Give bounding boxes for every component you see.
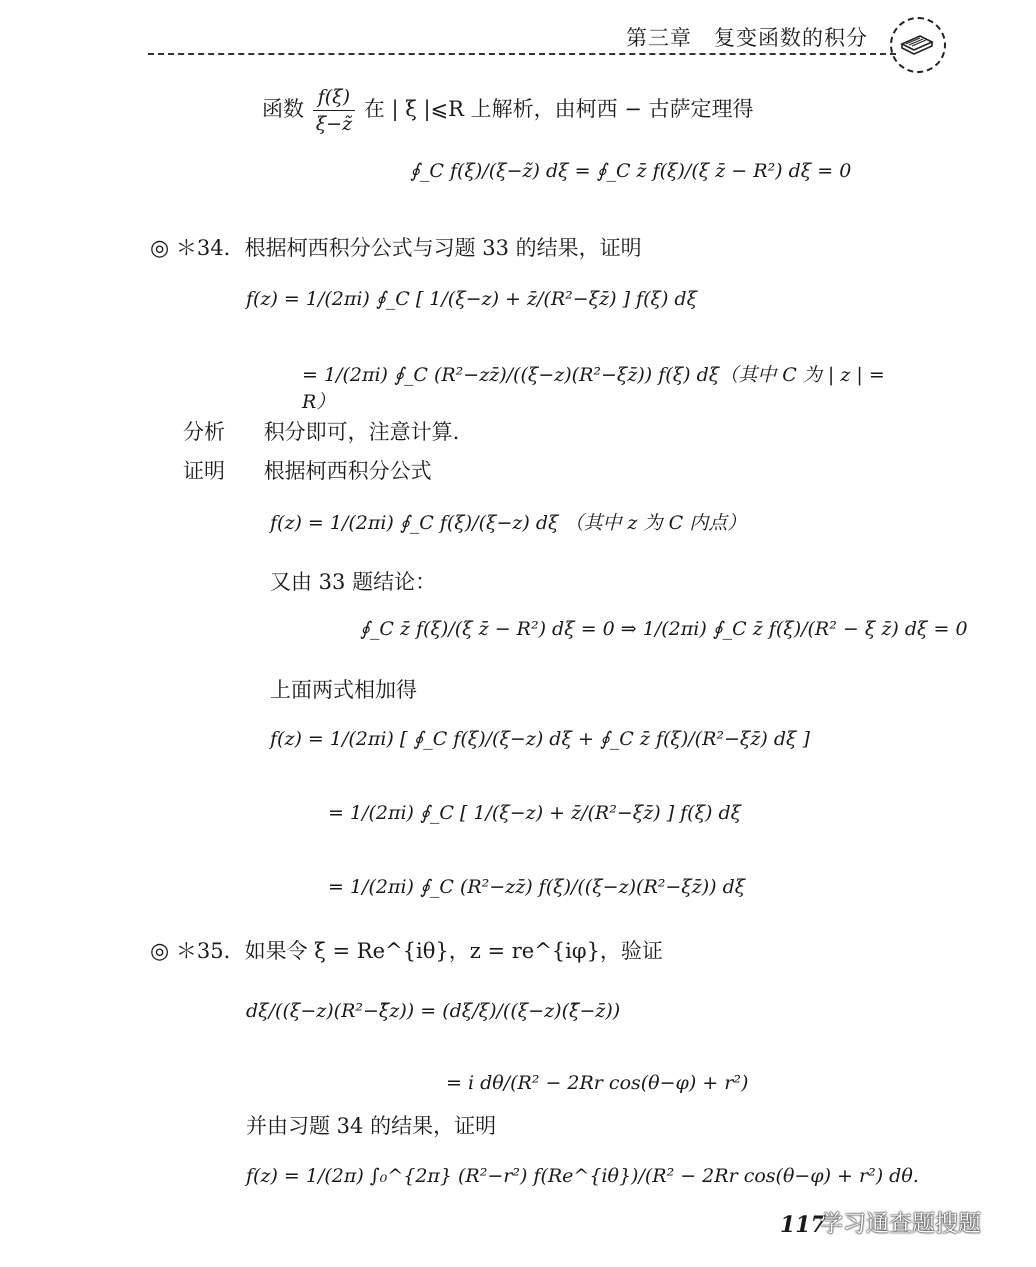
equation-35b: = i dθ/(R² − 2Rr cos(θ−φ) + r²) <box>446 1072 749 1094</box>
from-33-text: 又由 33 题结论： <box>270 570 437 594</box>
proof-label: 证明 <box>183 459 225 483</box>
line1-frac-den: ξ−z̃ <box>315 113 353 135</box>
problem-35-heading <box>150 935 663 965</box>
text-line-1 <box>262 84 754 137</box>
equation-34a: f(z) = 1/(2πi) ∮_C [ 1/(ξ−z) + z̄/(R²−ξz̄) ] f(ξ) dξ <box>246 288 698 310</box>
equation-35c: f(z) = 1/(2π) ∫₀^{2π} (R²−r²) f(Re^{iθ})/(R² − 2Rr cos(θ−φ) + r²) dθ. <box>246 1165 919 1187</box>
analysis-text: 积分即可，注意计算. <box>263 420 460 444</box>
equation-34b: = 1/(2πi) ∮_C (R²−zz̄)/((ξ−z)(R²−ξz̄)) f(ξ) dξ（其中 C 为 | z | = R） <box>302 364 885 413</box>
problem-34-heading <box>150 232 642 262</box>
line1-suffix: 在 | ξ |⩽R 上解析，由柯西 − 古萨定理得 <box>363 97 754 121</box>
problem-35-title: ＊35．如果令 ξ = Re^{iθ}，z = re^{iφ}，验证 <box>175 939 663 963</box>
watermark: 学习通查题搜题 <box>820 1211 981 1237</box>
equation-cauchy: f(z) = 1/(2πi) ∮_C f(ξ)/(ξ−z) dξ （其中 z 为 C 内点） <box>270 512 747 534</box>
equation-35a: dξ/((ξ−z)(R²−ξ̄z)) = (dξ/ξ)/((ξ−z)(ξ̄−z̄)) <box>246 1000 621 1022</box>
problem-marker-icon: ◎ <box>150 236 170 261</box>
page-number: 117 <box>780 1212 826 1238</box>
equation-sum-1: f(z) = 1/(2πi) [ ∮_C f(ξ)/(ξ−z) dξ + ∮_C z̄ f(ξ)/(R²−ξz̄) dξ ] <box>270 728 810 750</box>
equation-sum-3: = 1/(2πi) ∮_C (R²−zz̄) f(ξ)/((ξ−z)(R²−ξz̄)) dξ <box>328 876 746 898</box>
equation-1: ∮_C f(ξ)/(ξ−z̃) dξ = ∮_C z̄ f(ξ)/(ξ z̄ − R²) dξ = 0 <box>410 160 852 182</box>
line1-frac-num: f(ξ) <box>313 84 355 111</box>
line1-prefix: 函数 <box>262 97 304 121</box>
add-text: 上面两式相加得 <box>270 678 417 702</box>
header-divider <box>148 53 896 55</box>
proof-line <box>183 455 432 485</box>
proof-text: 根据柯西积分公式 <box>263 459 432 483</box>
problem-34-title: ＊34．根据柯西积分公式与习题 33 的结果，证明 <box>175 236 642 260</box>
analysis-line <box>183 416 459 446</box>
equation-33: ∮_C z̄ f(ξ)/(ξ z̄ − R²) dξ = 0 ⇒ 1/(2πi) ∮_C z̄ f(ξ)/(R² − ξ z̄) dξ = 0 <box>360 618 968 640</box>
chapter-header: 第三章 复变函数的积分 <box>626 26 868 50</box>
problem-35-text-2: 并由习题 34 的结果，证明 <box>246 1114 497 1138</box>
analysis-label: 分析 <box>183 420 225 444</box>
equation-sum-2: = 1/(2πi) ∮_C [ 1/(ξ−z) + z̄/(R²−ξz̄) ] f(ξ) dξ <box>328 802 742 824</box>
book-icon <box>900 30 934 56</box>
line1-fraction <box>313 84 355 137</box>
problem-marker-icon: ◎ <box>150 939 170 964</box>
